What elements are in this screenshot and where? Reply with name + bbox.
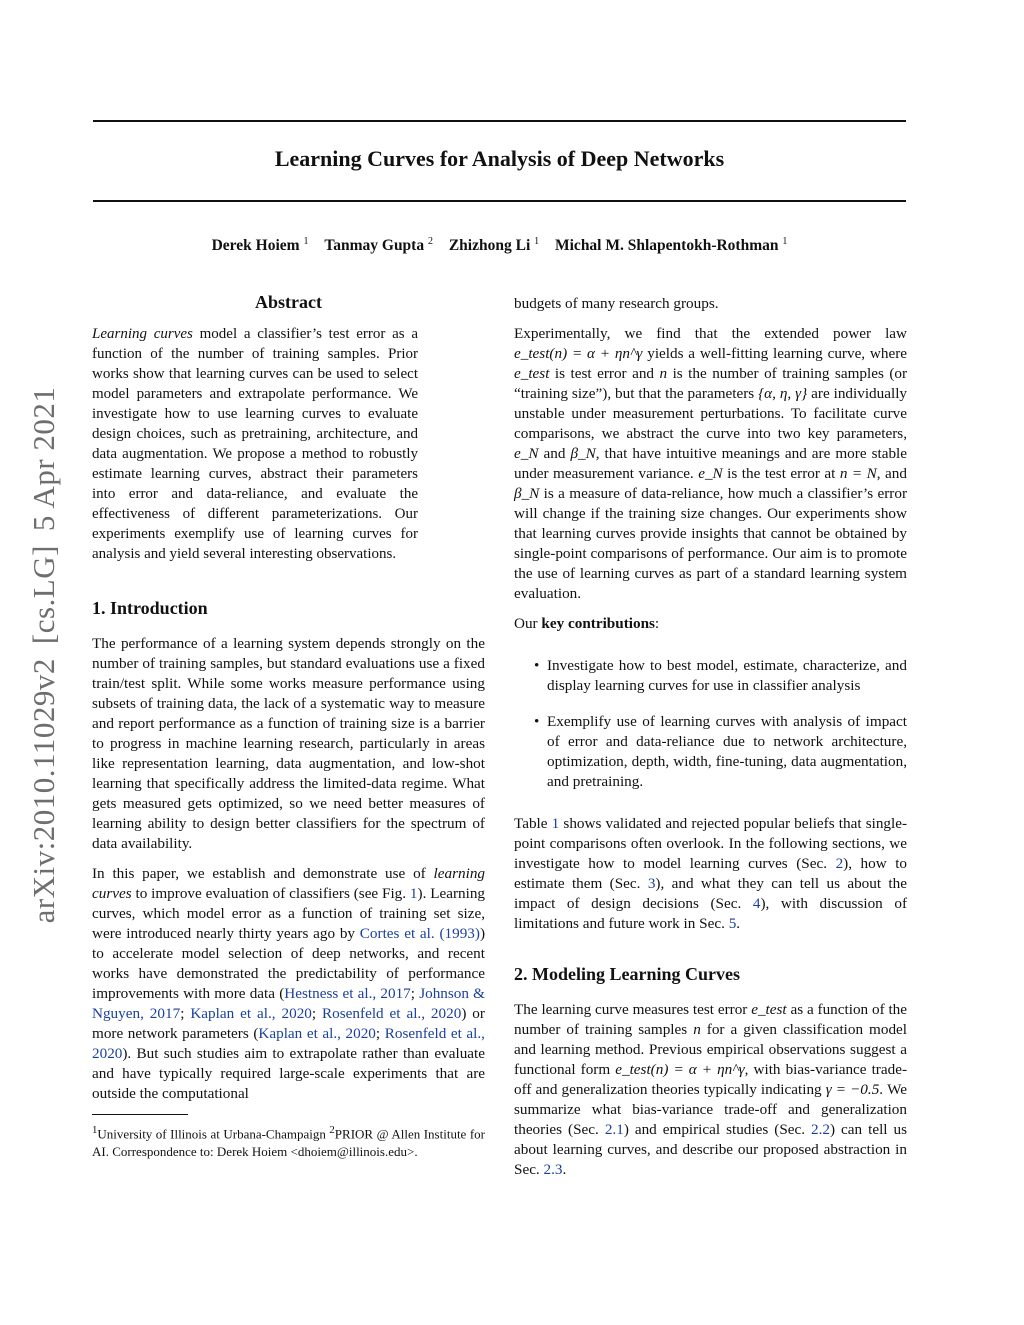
section-ref[interactable]: 2 <box>835 855 844 872</box>
list-item: • Exemplify use of learning curves with analysis of impact of error and data-reliance due to network architecture, optimization, depth, width, fine-tuning, data augmentation, and pretraining. <box>534 713 907 790</box>
citation-link[interactable]: Hestness et al., 2017 <box>284 985 411 1002</box>
author-list <box>93 236 906 255</box>
findings-paragraph: Experimentally, we find that the extended power law e_test(n) = α + ηn^γ yields a well-fitting learning curve, where e_test is test error and n is the number of training samples (or “training size”), but that the parameters {α, η, γ} are individually unstable under measurement perturbations. To facilitate curve comparisons, we abstract the curve into two key parameters, e_N and β_N, that have intuitive meanings and are more stable under measurement variance. e_N is the test error at n = N, and β_N is a measure of data-reliance, how much a classifier’s error will change if the training size changes. Our experiments show that learning curves provide insights that cannot be obtained by single-point comparisons of performance. Our aim is to promote the use of learning curves as part of a standard learning system evaluation. <box>514 325 908 602</box>
citation-link[interactable]: Johnson & Nguyen, 2017 <box>92 985 485 1022</box>
list-item: • Investigate how to best model, estimate, characterize, and display learning curves for use in classifier analysis <box>534 657 907 694</box>
affiliation-footnote: $^1$University of Illinois at Urbana-Champaign $^2$PRIOR @ Allen Institute for AI. Correspondence to: Derek Hoiem <dhoiem@illinois.edu>. <box>92 1124 485 1160</box>
section-ref[interactable]: 3 <box>647 875 656 892</box>
paper-title: Learning Curves for Analysis of Deep Networks <box>274 146 725 171</box>
citation-link[interactable]: Cortes et al. (1993) <box>359 925 480 942</box>
title-bottom-rule <box>93 200 906 202</box>
citation-link[interactable]: Kaplan et al., 2020 <box>258 1025 376 1042</box>
intro-heading: 1. Introduction <box>92 598 208 618</box>
arxiv-id: arXiv:2010.11029v2 <box>26 658 61 924</box>
section-ref[interactable]: 2.3 <box>543 1161 563 1178</box>
citation-link[interactable]: Kaplan et al., 2020 <box>190 1005 312 1022</box>
author: Derek Hoiem $^1$ <box>211 236 309 255</box>
left-column <box>92 292 485 1161</box>
abstract-heading: Abstract <box>255 292 322 312</box>
section-ref[interactable]: 2.2 <box>811 1121 831 1138</box>
table-ref[interactable]: 1 <box>551 815 560 832</box>
right-column <box>514 294 907 1190</box>
section-ref[interactable]: 2.1 <box>604 1121 624 1138</box>
section-2-heading: 2. Modeling Learning Curves <box>514 964 741 984</box>
figure-ref[interactable]: 1 <box>409 885 418 902</box>
intro-paragraph-2: In this paper, we establish and demonstrate use of learning curves to improve evaluation of classifiers (see Fig. 1). Learning curves, which model error as a function of training set size, were introduced nearly thirty years ago by Cortes et al. (1993)) to accelerate model selection of deep networks, and recent works have demonstrated the predictability of performance improvements with more data (Hestness et al., 2017; Johnson & Nguyen, 2017; Kaplan et al., 2020; Rosenfeld et al., 2020) or more network parameters (Kaplan et al., 2020; Rosenfeld et al., 2020). But such studies aim to extrapolate rather than evaluate and have typically required large-scale experiments that are outside the computational <box>92 865 486 1102</box>
section-2-paragraph: The learning curve measures test error e_test as a function of the number of training samples n for a given classification model and learning method. Previous empirical observations suggest a functional form e_test(n) = α + ηn^γ, with bias-variance trade-off and generalization theories typically indicating γ = −0.5. We summarize what bias-variance trade-off and generalization theories (Sec. 2.1) and empirical studies (Sec. 2.2) can tell us about learning curves, and describe our proposed abstraction in Sec. 2.3. <box>514 1001 908 1178</box>
citation-link[interactable]: Rosenfeld et al., 2020 <box>322 1005 462 1022</box>
title-top-rule <box>93 120 906 122</box>
key-contributions-intro: Our key contributions: <box>514 615 660 632</box>
author: Michal M. Shlapentokh-Rothman $^1$ <box>555 236 788 255</box>
section-ref[interactable]: 4 <box>752 895 761 912</box>
section-ref[interactable]: 5 <box>728 915 737 932</box>
table-overview-paragraph: Table 1 shows validated and rejected popular beliefs that single-point comparisons often overlook. In the following sections, we investigate how to model learning curves (Sec. 2), how to estimate them (Sec. 3), and what they can tell us about the impact of design decisions (Sec. 4), with discussion of limitations and future work in Sec. 5. <box>514 815 908 932</box>
abstract-text: Learning curves model a classifier’s test error as a function of the number of training samples. Prior works show that learning curves can be used to select model parameters and extrapolate performance. We investigate how to use learning curves to evaluate design choices, such as pretraining, architecture, and data augmentation. We propose a method to robustly estimate learning curves, abstract their parameters into error and data-reliance, and evaluate the effectiveness of different parameterizations. Our experiments exemplify use of learning curves for analysis and yield several interesting observations. <box>92 326 418 562</box>
footnote-rule <box>92 1114 188 1115</box>
citation-link[interactable]: Rosenfeld et al., 2020 <box>92 1025 485 1062</box>
contributions-list <box>514 656 907 792</box>
arxiv-date: 5 Apr 2021 <box>26 386 61 532</box>
intro-paragraph-1: The performance of a learning system depends strongly on the number of training samples, but standard evaluations use a fixed train/test split. While some works measure performance using subsets of training data, the lack of a systematic way to measure and report performance as a function of training size is a barrier to progress in machine learning research, particularly in areas like representation learning, data augmentation, and low-shot learning that specifically address the limited-data regime. What gets measured gets optimized, so we need better measures of learning ability to design better classifiers for the spectrum of data availability. <box>92 635 485 852</box>
arxiv-category: [cs.LG] <box>26 545 61 645</box>
arxiv-sidebar-stamp <box>26 373 62 924</box>
continued-text: budgets of many research groups. <box>514 295 719 312</box>
author: Zhizhong Li $^1$ <box>448 236 540 255</box>
author: Tanmay Gupta $^2$ <box>324 236 433 255</box>
